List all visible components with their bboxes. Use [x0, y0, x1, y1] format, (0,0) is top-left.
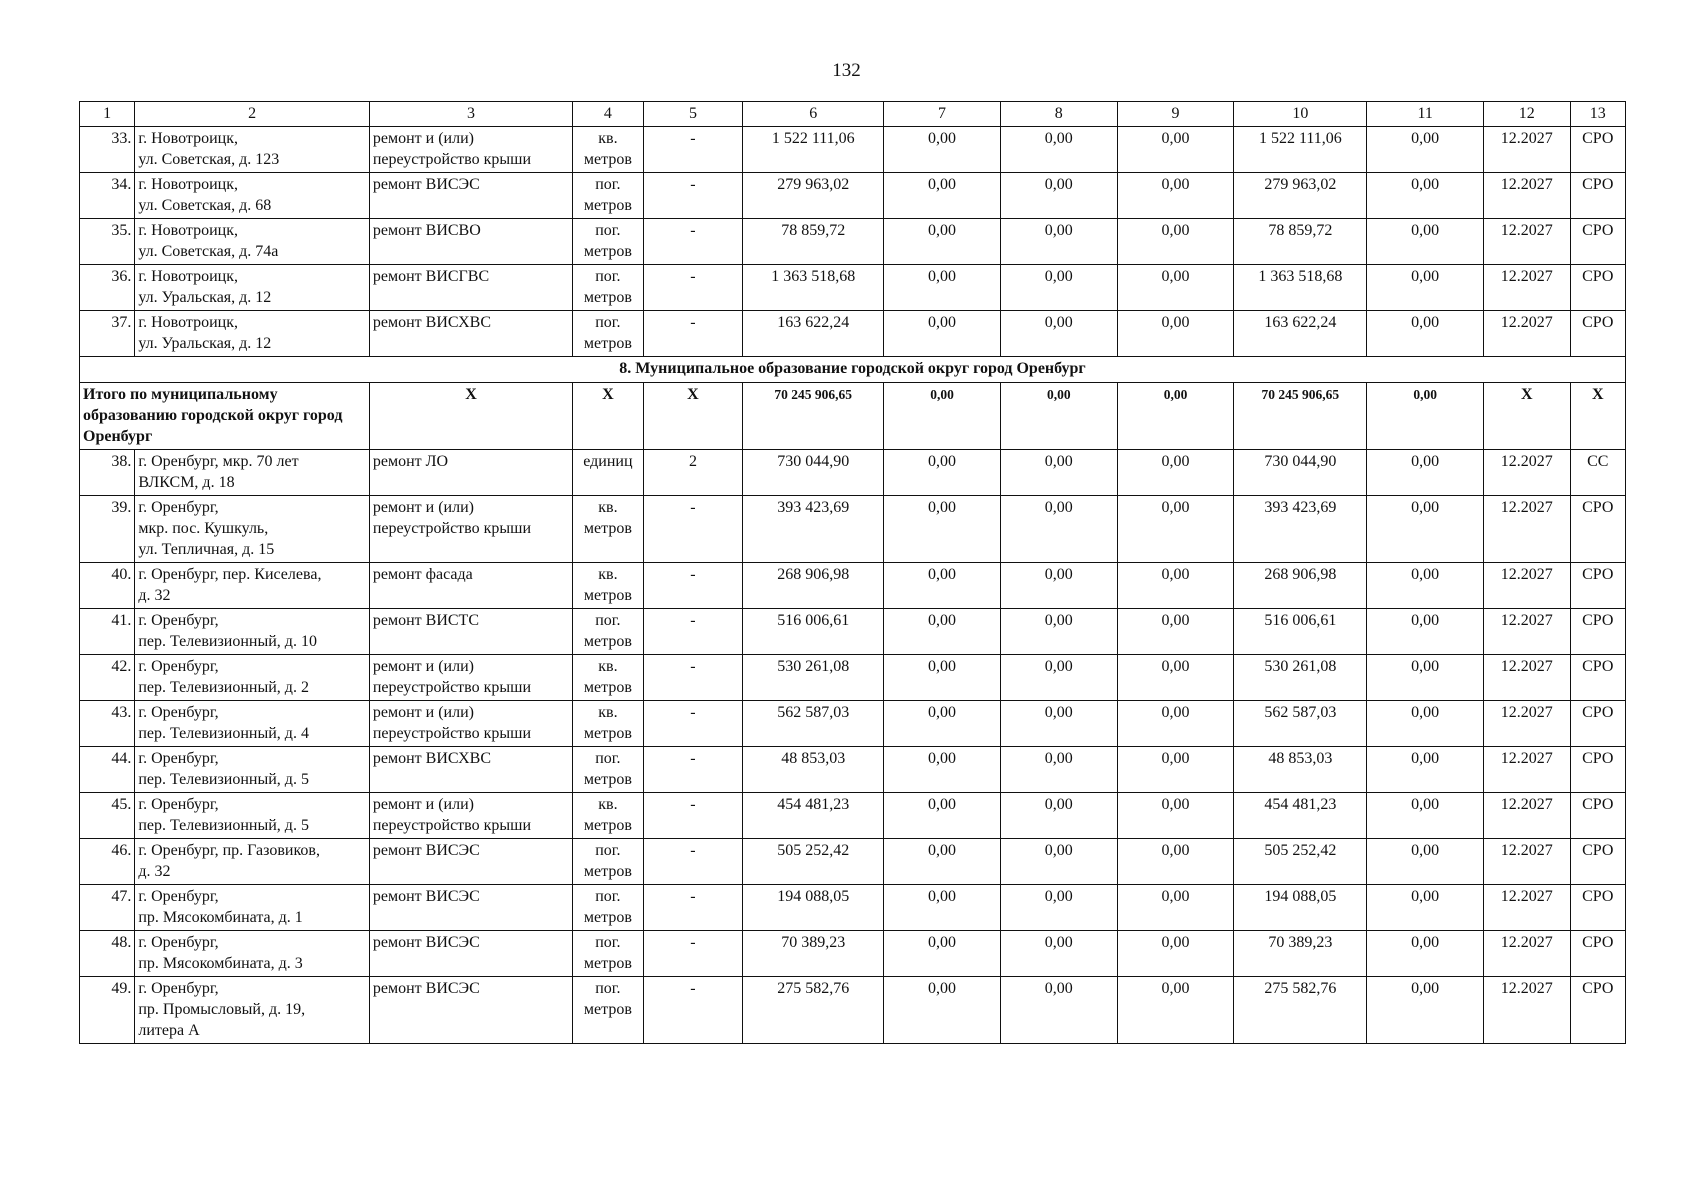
cost-col8-cell: 0,00: [1000, 127, 1117, 173]
total-cost-cell: 163 622,24: [743, 311, 884, 357]
deadline-cell: 12.2027: [1484, 747, 1571, 793]
method-cell: СРО: [1570, 563, 1625, 609]
address-cell: г. Новотроицк, ул. Советская, д. 123: [135, 127, 370, 173]
total-col12: X: [1484, 383, 1571, 450]
address-cell: г. Оренбург, пер. Телевизионный, д. 5: [135, 747, 370, 793]
unit-cell: пог. метров: [573, 265, 643, 311]
cost-col10-cell: 78 859,72: [1234, 219, 1367, 265]
row-number: 40.: [80, 563, 135, 609]
deadline-cell: 12.2027: [1484, 931, 1571, 977]
column-header-2: 2: [135, 102, 370, 127]
cost-col7-cell: 0,00: [884, 496, 1001, 563]
quantity-cell: -: [643, 311, 743, 357]
total-col10: 70 245 906,65: [1234, 383, 1367, 450]
cost-col11-cell: 0,00: [1367, 793, 1484, 839]
cost-col10-cell: 393 423,69: [1234, 496, 1367, 563]
row-number: 49.: [80, 977, 135, 1044]
quantity-cell: -: [643, 701, 743, 747]
cost-col7-cell: 0,00: [884, 311, 1001, 357]
unit-cell: кв. метров: [573, 793, 643, 839]
cost-col8-cell: 0,00: [1000, 219, 1117, 265]
work-type-cell: ремонт ВИСВО: [369, 219, 572, 265]
table-row: [80, 496, 1626, 563]
deadline-cell: 12.2027: [1484, 701, 1571, 747]
deadline-cell: 12.2027: [1484, 127, 1571, 173]
table-row: [80, 609, 1626, 655]
cost-col10-cell: 194 088,05: [1234, 885, 1367, 931]
total-cost-cell: 505 252,42: [743, 839, 884, 885]
column-header-5: 5: [643, 102, 743, 127]
work-type-cell: ремонт ВИСЭС: [369, 839, 572, 885]
work-type-cell: ремонт ЛО: [369, 450, 572, 496]
unit-cell: пог. метров: [573, 885, 643, 931]
unit-cell: пог. метров: [573, 977, 643, 1044]
row-number: 48.: [80, 931, 135, 977]
quantity-cell: -: [643, 173, 743, 219]
cost-col10-cell: 505 252,42: [1234, 839, 1367, 885]
total-cost-cell: 1 522 111,06: [743, 127, 884, 173]
method-cell: СС: [1570, 450, 1625, 496]
deadline-cell: 12.2027: [1484, 496, 1571, 563]
total-cost-cell: 516 006,61: [743, 609, 884, 655]
cost-col8-cell: 0,00: [1000, 265, 1117, 311]
deadline-cell: 12.2027: [1484, 977, 1571, 1044]
work-type-cell: ремонт ВИСЭС: [369, 977, 572, 1044]
unit-cell: пог. метров: [573, 839, 643, 885]
unit-cell: пог. метров: [573, 311, 643, 357]
cost-col8-cell: 0,00: [1000, 655, 1117, 701]
cost-col11-cell: 0,00: [1367, 931, 1484, 977]
table-row: [80, 793, 1626, 839]
method-cell: СРО: [1570, 701, 1625, 747]
cost-col8-cell: 0,00: [1000, 977, 1117, 1044]
cost-col11-cell: 0,00: [1367, 563, 1484, 609]
cost-col7-cell: 0,00: [884, 173, 1001, 219]
cost-col7-cell: 0,00: [884, 609, 1001, 655]
quantity-cell: -: [643, 655, 743, 701]
cost-col7-cell: 0,00: [884, 655, 1001, 701]
table-body: [80, 102, 1626, 1044]
row-number: 37.: [80, 311, 135, 357]
cost-col9-cell: 0,00: [1117, 609, 1234, 655]
table-row: [80, 977, 1626, 1044]
unit-cell: пог. метров: [573, 173, 643, 219]
total-cost-cell: 70 389,23: [743, 931, 884, 977]
address-cell: г. Оренбург, пр. Газовиков, д. 32: [135, 839, 370, 885]
work-type-cell: ремонт ВИСЭС: [369, 885, 572, 931]
deadline-cell: 12.2027: [1484, 311, 1571, 357]
total-cost-cell: 393 423,69: [743, 496, 884, 563]
unit-cell: кв. метров: [573, 701, 643, 747]
cost-col7-cell: 0,00: [884, 127, 1001, 173]
total-cost-cell: 275 582,76: [743, 977, 884, 1044]
address-cell: г. Оренбург, пр. Мясокомбината, д. 3: [135, 931, 370, 977]
column-header-8: 8: [1000, 102, 1117, 127]
quantity-cell: -: [643, 219, 743, 265]
cost-col8-cell: 0,00: [1000, 450, 1117, 496]
total-label: Итого по муниципальному образованию городской округ город Оренбург: [80, 383, 370, 450]
method-cell: СРО: [1570, 885, 1625, 931]
method-cell: СРО: [1570, 311, 1625, 357]
cost-col8-cell: 0,00: [1000, 885, 1117, 931]
unit-cell: кв. метров: [573, 655, 643, 701]
cost-col10-cell: 275 582,76: [1234, 977, 1367, 1044]
total-col3: X: [369, 383, 572, 450]
deadline-cell: 12.2027: [1484, 609, 1571, 655]
cost-col10-cell: 730 044,90: [1234, 450, 1367, 496]
total-col6: 70 245 906,65: [743, 383, 884, 450]
cost-col10-cell: 530 261,08: [1234, 655, 1367, 701]
cost-col8-cell: 0,00: [1000, 839, 1117, 885]
cost-col9-cell: 0,00: [1117, 977, 1234, 1044]
unit-cell: кв. метров: [573, 496, 643, 563]
table-row: [80, 747, 1626, 793]
work-type-cell: ремонт и (или) переустройство крыши: [369, 127, 572, 173]
unit-cell: пог. метров: [573, 931, 643, 977]
cost-col9-cell: 0,00: [1117, 655, 1234, 701]
cost-col9-cell: 0,00: [1117, 265, 1234, 311]
total-col5: X: [643, 383, 743, 450]
deadline-cell: 12.2027: [1484, 839, 1571, 885]
cost-col10-cell: 1 363 518,68: [1234, 265, 1367, 311]
cost-col11-cell: 0,00: [1367, 219, 1484, 265]
address-cell: г. Оренбург, пер. Телевизионный, д. 2: [135, 655, 370, 701]
cost-col10-cell: 454 481,23: [1234, 793, 1367, 839]
unit-cell: пог. метров: [573, 609, 643, 655]
cost-col8-cell: 0,00: [1000, 496, 1117, 563]
cost-col8-cell: 0,00: [1000, 311, 1117, 357]
row-number: 41.: [80, 609, 135, 655]
cost-col10-cell: 279 963,02: [1234, 173, 1367, 219]
work-type-cell: ремонт ВИСЭС: [369, 173, 572, 219]
address-cell: г. Оренбург, пр. Промысловый, д. 19, литера А: [135, 977, 370, 1044]
cost-col9-cell: 0,00: [1117, 450, 1234, 496]
column-header-11: 11: [1367, 102, 1484, 127]
work-type-cell: ремонт и (или) переустройство крыши: [369, 496, 572, 563]
row-number: 33.: [80, 127, 135, 173]
row-number: 38.: [80, 450, 135, 496]
address-cell: г. Оренбург, пер. Телевизионный, д. 10: [135, 609, 370, 655]
column-header-7: 7: [884, 102, 1001, 127]
table-row: [80, 450, 1626, 496]
row-number: 34.: [80, 173, 135, 219]
cost-col11-cell: 0,00: [1367, 701, 1484, 747]
cost-col10-cell: 1 522 111,06: [1234, 127, 1367, 173]
cost-col7-cell: 0,00: [884, 839, 1001, 885]
total-cost-cell: 268 906,98: [743, 563, 884, 609]
cost-col7-cell: 0,00: [884, 265, 1001, 311]
row-number: 35.: [80, 219, 135, 265]
cost-col8-cell: 0,00: [1000, 563, 1117, 609]
method-cell: СРО: [1570, 265, 1625, 311]
cost-col7-cell: 0,00: [884, 793, 1001, 839]
column-header-9: 9: [1117, 102, 1234, 127]
table-row: [80, 173, 1626, 219]
table-row: [80, 127, 1626, 173]
unit-cell: кв. метров: [573, 127, 643, 173]
row-number: 36.: [80, 265, 135, 311]
cost-col7-cell: 0,00: [884, 885, 1001, 931]
cost-col11-cell: 0,00: [1367, 173, 1484, 219]
cost-col9-cell: 0,00: [1117, 563, 1234, 609]
cost-col11-cell: 0,00: [1367, 885, 1484, 931]
cost-col7-cell: 0,00: [884, 931, 1001, 977]
row-number: 45.: [80, 793, 135, 839]
quantity-cell: -: [643, 609, 743, 655]
column-header-1: 1: [80, 102, 135, 127]
cost-col8-cell: 0,00: [1000, 931, 1117, 977]
work-type-cell: ремонт и (или) переустройство крыши: [369, 701, 572, 747]
quantity-cell: -: [643, 127, 743, 173]
table-row: [80, 265, 1626, 311]
work-type-cell: ремонт и (или) переустройство крыши: [369, 793, 572, 839]
cost-col9-cell: 0,00: [1117, 496, 1234, 563]
address-cell: г. Новотроицк, ул. Советская, д. 74а: [135, 219, 370, 265]
row-number: 46.: [80, 839, 135, 885]
quantity-cell: -: [643, 885, 743, 931]
cost-col7-cell: 0,00: [884, 701, 1001, 747]
cost-col8-cell: 0,00: [1000, 793, 1117, 839]
cost-col11-cell: 0,00: [1367, 265, 1484, 311]
cost-col9-cell: 0,00: [1117, 885, 1234, 931]
row-number: 47.: [80, 885, 135, 931]
cost-col11-cell: 0,00: [1367, 450, 1484, 496]
cost-col11-cell: 0,00: [1367, 609, 1484, 655]
total-cost-cell: 730 044,90: [743, 450, 884, 496]
cost-col7-cell: 0,00: [884, 563, 1001, 609]
quantity-cell: -: [643, 265, 743, 311]
quantity-cell: -: [643, 747, 743, 793]
section-title: 8. Муниципальное образование городской округ город Оренбург: [80, 357, 1626, 383]
cost-col7-cell: 0,00: [884, 219, 1001, 265]
deadline-cell: 12.2027: [1484, 265, 1571, 311]
total-col11: 0,00: [1367, 383, 1484, 450]
cost-col8-cell: 0,00: [1000, 173, 1117, 219]
cost-col7-cell: 0,00: [884, 977, 1001, 1044]
table-row: [80, 701, 1626, 747]
cost-col9-cell: 0,00: [1117, 173, 1234, 219]
cost-col9-cell: 0,00: [1117, 931, 1234, 977]
method-cell: СРО: [1570, 496, 1625, 563]
cost-col8-cell: 0,00: [1000, 747, 1117, 793]
cost-col11-cell: 0,00: [1367, 127, 1484, 173]
address-cell: г. Оренбург, пер. Телевизионный, д. 5: [135, 793, 370, 839]
method-cell: СРО: [1570, 219, 1625, 265]
table-row: [80, 931, 1626, 977]
total-cost-cell: 562 587,03: [743, 701, 884, 747]
quantity-cell: -: [643, 563, 743, 609]
cost-col11-cell: 0,00: [1367, 655, 1484, 701]
total-cost-cell: 454 481,23: [743, 793, 884, 839]
cost-col10-cell: 48 853,03: [1234, 747, 1367, 793]
work-type-cell: ремонт ВИСГВС: [369, 265, 572, 311]
address-cell: г. Оренбург, мкр. пос. Кушкуль, ул. Тепличная, д. 15: [135, 496, 370, 563]
method-cell: СРО: [1570, 173, 1625, 219]
total-cost-cell: 279 963,02: [743, 173, 884, 219]
column-header-10: 10: [1234, 102, 1367, 127]
row-number: 44.: [80, 747, 135, 793]
cost-col8-cell: 0,00: [1000, 609, 1117, 655]
unit-cell: единиц: [573, 450, 643, 496]
method-cell: СРО: [1570, 977, 1625, 1044]
column-header-12: 12: [1484, 102, 1571, 127]
total-col13: X: [1570, 383, 1625, 450]
total-col8: 0,00: [1000, 383, 1117, 450]
table-row: [80, 655, 1626, 701]
address-cell: г. Оренбург, пер. Телевизионный, д. 4: [135, 701, 370, 747]
cost-col8-cell: 0,00: [1000, 701, 1117, 747]
address-cell: г. Оренбург, мкр. 70 лет ВЛКСМ, д. 18: [135, 450, 370, 496]
cost-col7-cell: 0,00: [884, 450, 1001, 496]
cost-col11-cell: 0,00: [1367, 977, 1484, 1044]
cost-col9-cell: 0,00: [1117, 127, 1234, 173]
table-row: [80, 839, 1626, 885]
quantity-cell: -: [643, 839, 743, 885]
cost-col9-cell: 0,00: [1117, 311, 1234, 357]
method-cell: СРО: [1570, 127, 1625, 173]
deadline-cell: 12.2027: [1484, 173, 1571, 219]
method-cell: СРО: [1570, 747, 1625, 793]
cost-col10-cell: 268 906,98: [1234, 563, 1367, 609]
cost-col10-cell: 163 622,24: [1234, 311, 1367, 357]
cost-col11-cell: 0,00: [1367, 311, 1484, 357]
column-header-13: 13: [1570, 102, 1625, 127]
cost-col10-cell: 516 006,61: [1234, 609, 1367, 655]
quantity-cell: -: [643, 931, 743, 977]
cost-col11-cell: 0,00: [1367, 496, 1484, 563]
total-cost-cell: 194 088,05: [743, 885, 884, 931]
unit-cell: пог. метров: [573, 219, 643, 265]
quantity-cell: 2: [643, 450, 743, 496]
total-cost-cell: 530 261,08: [743, 655, 884, 701]
quantity-cell: -: [643, 496, 743, 563]
work-type-cell: ремонт ВИСХВС: [369, 311, 572, 357]
row-number: 39.: [80, 496, 135, 563]
column-header-3: 3: [369, 102, 572, 127]
cost-col10-cell: 562 587,03: [1234, 701, 1367, 747]
capital-repair-table: [79, 101, 1626, 1044]
deadline-cell: 12.2027: [1484, 219, 1571, 265]
method-cell: СРО: [1570, 793, 1625, 839]
column-header-row: [80, 102, 1626, 127]
method-cell: СРО: [1570, 655, 1625, 701]
total-cost-cell: 78 859,72: [743, 219, 884, 265]
address-cell: г. Новотроицк, ул. Советская, д. 68: [135, 173, 370, 219]
method-cell: СРО: [1570, 609, 1625, 655]
cost-col9-cell: 0,00: [1117, 839, 1234, 885]
deadline-cell: 12.2027: [1484, 793, 1571, 839]
address-cell: г. Новотроицк, ул. Уральская, д. 12: [135, 265, 370, 311]
quantity-cell: -: [643, 977, 743, 1044]
total-col7: 0,00: [884, 383, 1001, 450]
method-cell: СРО: [1570, 931, 1625, 977]
work-type-cell: ремонт ВИСЭС: [369, 931, 572, 977]
total-cost-cell: 48 853,03: [743, 747, 884, 793]
cost-col10-cell: 70 389,23: [1234, 931, 1367, 977]
work-type-cell: ремонт фасада: [369, 563, 572, 609]
deadline-cell: 12.2027: [1484, 563, 1571, 609]
work-type-cell: ремонт ВИСТС: [369, 609, 572, 655]
table-row: [80, 219, 1626, 265]
page-number: 132: [832, 60, 861, 81]
cost-col11-cell: 0,00: [1367, 839, 1484, 885]
cost-col11-cell: 0,00: [1367, 747, 1484, 793]
address-cell: г. Оренбург, пр. Мясокомбината, д. 1: [135, 885, 370, 931]
column-header-6: 6: [743, 102, 884, 127]
total-cost-cell: 1 363 518,68: [743, 265, 884, 311]
row-number: 42.: [80, 655, 135, 701]
address-cell: г. Новотроицк, ул. Уральская, д. 12: [135, 311, 370, 357]
cost-col9-cell: 0,00: [1117, 747, 1234, 793]
cost-col7-cell: 0,00: [884, 747, 1001, 793]
deadline-cell: 12.2027: [1484, 655, 1571, 701]
cost-col9-cell: 0,00: [1117, 701, 1234, 747]
work-type-cell: ремонт и (или) переустройство крыши: [369, 655, 572, 701]
total-col9: 0,00: [1117, 383, 1234, 450]
method-cell: СРО: [1570, 839, 1625, 885]
row-number: 43.: [80, 701, 135, 747]
cost-col9-cell: 0,00: [1117, 219, 1234, 265]
table-row: [80, 885, 1626, 931]
column-header-4: 4: [573, 102, 643, 127]
quantity-cell: -: [643, 793, 743, 839]
deadline-cell: 12.2027: [1484, 450, 1571, 496]
section-title-row: [80, 357, 1626, 383]
unit-cell: кв. метров: [573, 563, 643, 609]
total-row: [80, 383, 1626, 450]
cost-col9-cell: 0,00: [1117, 793, 1234, 839]
total-col4: X: [573, 383, 643, 450]
address-cell: г. Оренбург, пер. Киселева, д. 32: [135, 563, 370, 609]
work-type-cell: ремонт ВИСХВС: [369, 747, 572, 793]
deadline-cell: 12.2027: [1484, 885, 1571, 931]
table-row: [80, 563, 1626, 609]
table-row: [80, 311, 1626, 357]
unit-cell: пог. метров: [573, 747, 643, 793]
